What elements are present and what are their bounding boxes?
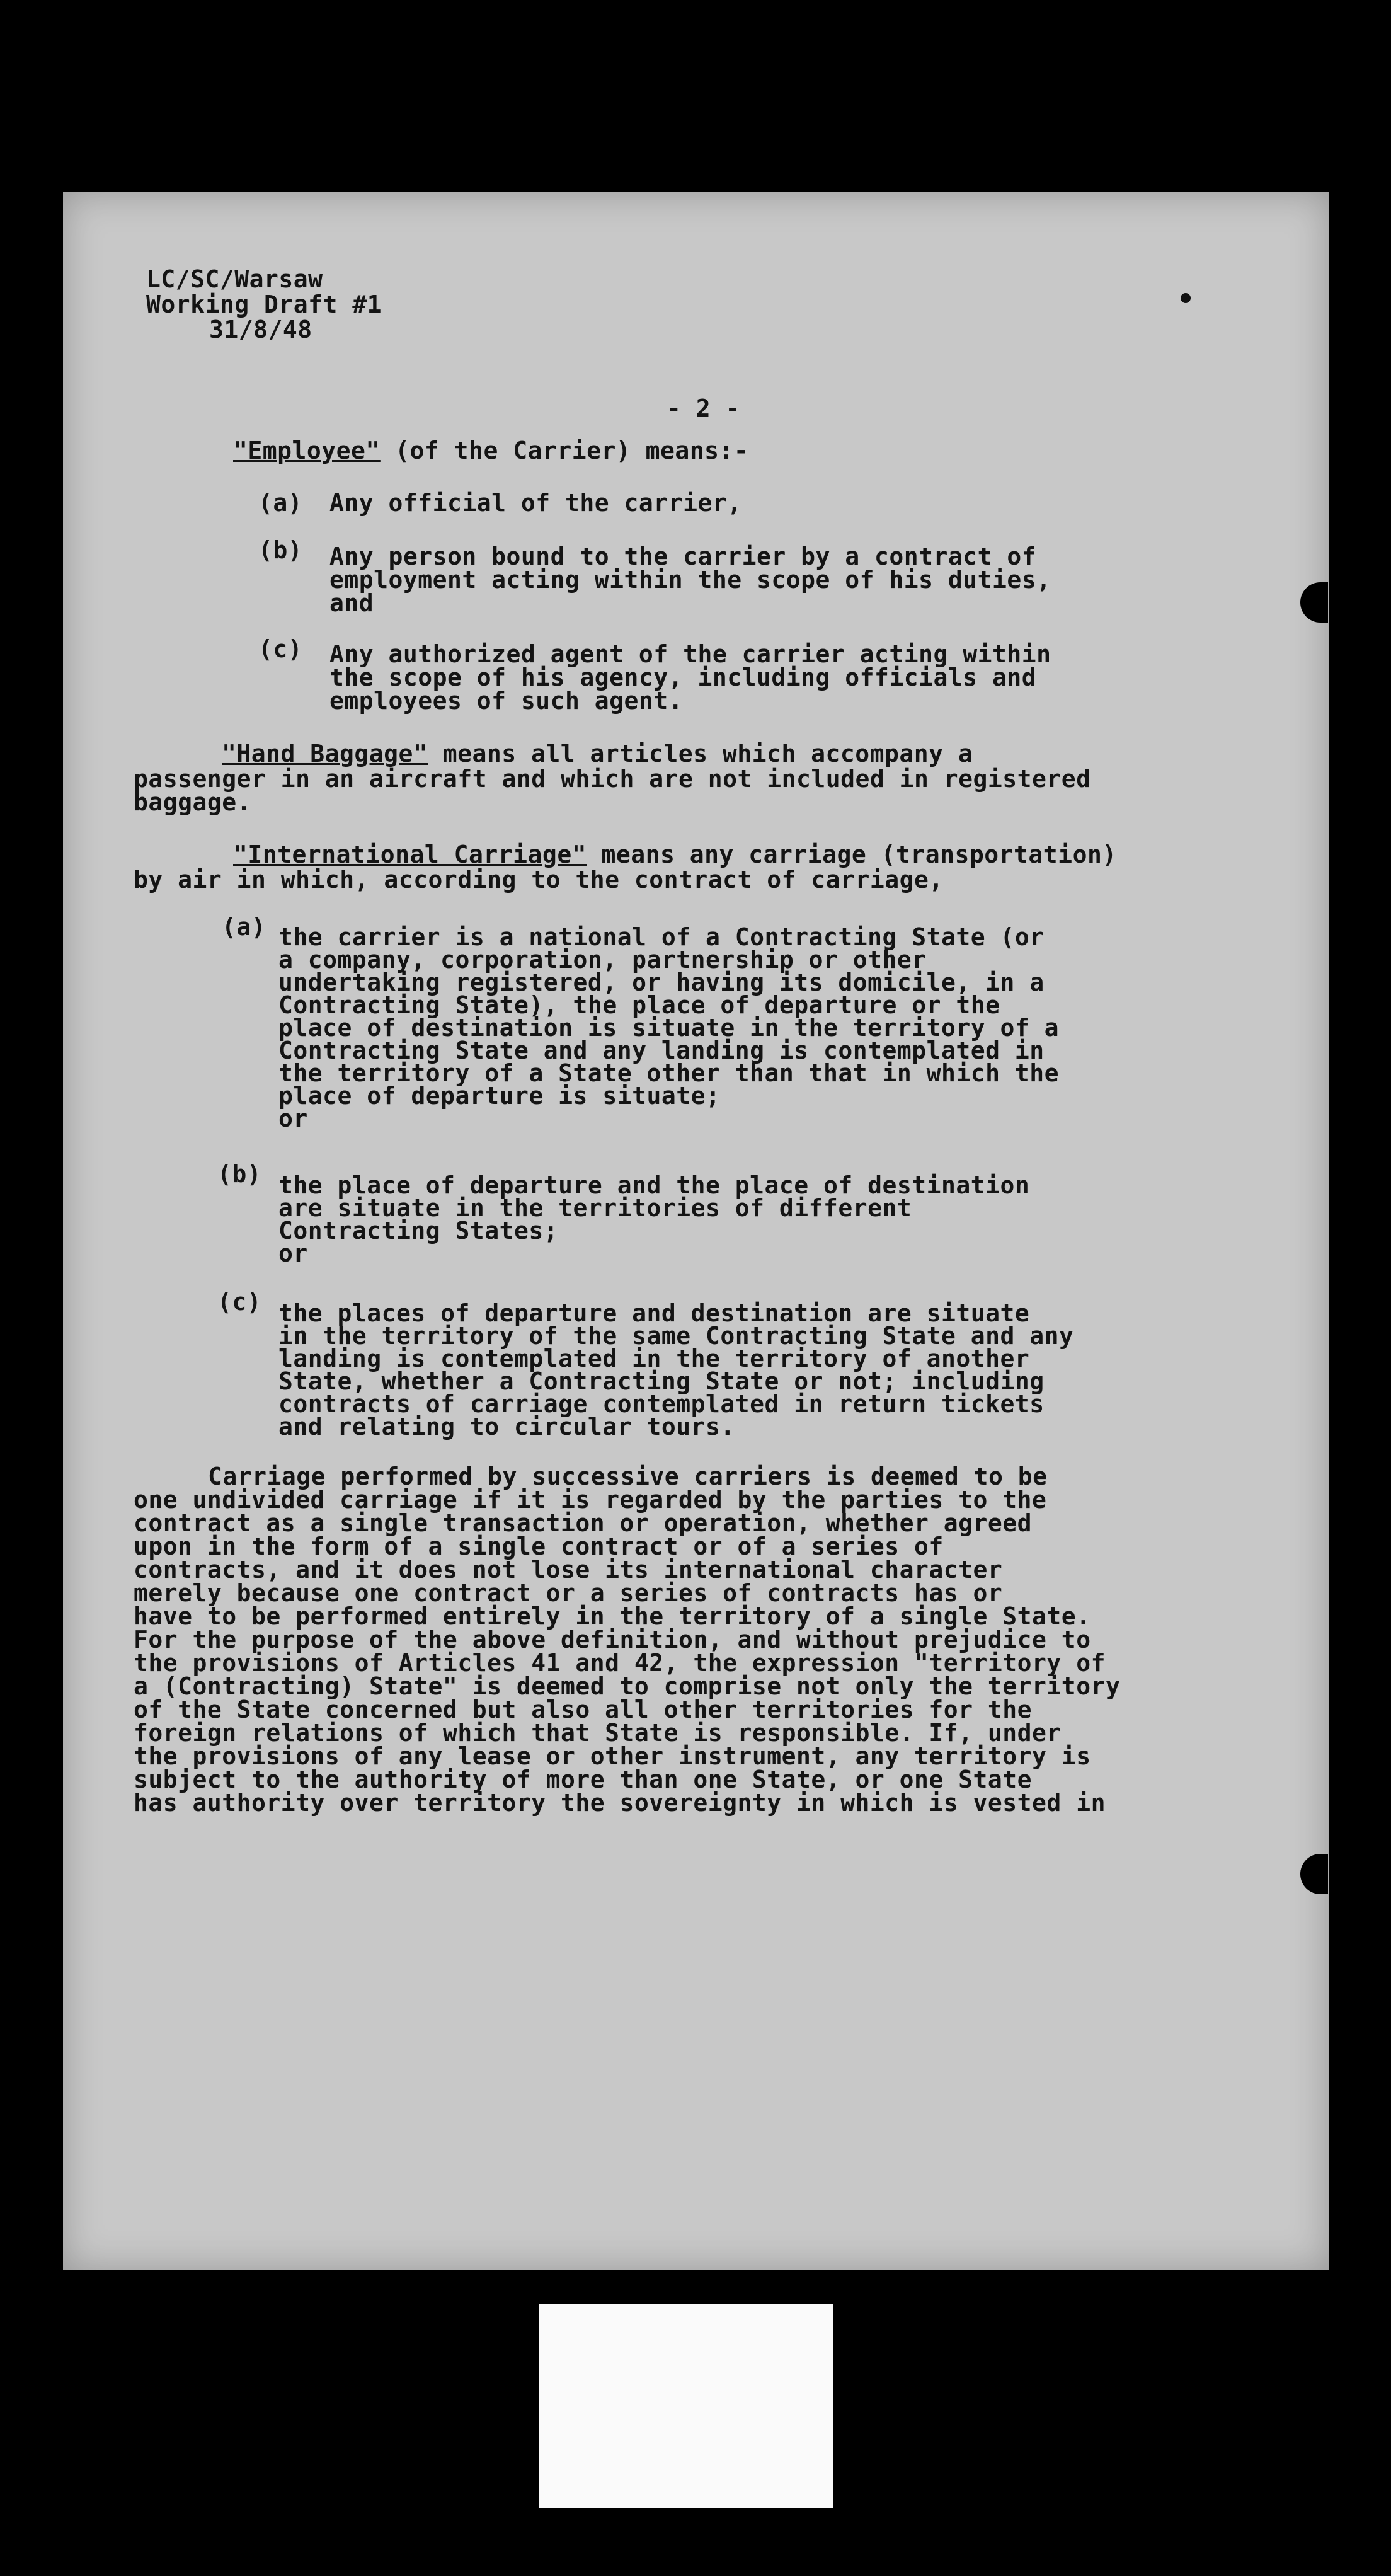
page-number: - 2 -	[667, 394, 740, 422]
paper-speck	[1181, 293, 1191, 303]
carriage-paragraph-line: upon in the form of a single contract or of a series of	[134, 1532, 944, 1560]
employee-a-text: Any official of the carrier,	[329, 489, 742, 517]
employee-c-line: Any authorized agent of the carrier acting within	[329, 640, 1051, 668]
intl-c-line: contracts of carriage contemplated in return tickets	[278, 1390, 1045, 1418]
header-draft: Working Draft #1	[146, 290, 382, 318]
intl-a-line: Contracting State), the place of departure or the	[278, 991, 1000, 1019]
intl-a-line: Contracting State and any landing is contemplated in	[278, 1037, 1045, 1064]
carriage-paragraph-line: subject to the authority of more than one State, or one State	[134, 1766, 1033, 1793]
intl-c-line: and relating to circular tours.	[278, 1413, 735, 1440]
hand-baggage-line: baggage.	[134, 788, 252, 816]
intl-a-line: a company, corporation, partnership or other	[278, 946, 927, 974]
intl-carriage-first-rest: means any carriage (transportation)	[601, 841, 1117, 868]
carriage-paragraph-line: a (Contracting) State" is deemed to comprise not only the territory	[134, 1672, 1121, 1700]
employee-c-line: the scope of his agency, including officials and	[329, 664, 1037, 691]
carriage-paragraph-line: have to be performed entirely in the territory of a single State.	[134, 1602, 1091, 1630]
employee-heading-rest: (of the Carrier) means:-	[395, 437, 749, 464]
intl-a-line: undertaking registered, or having its domicile, in a	[278, 969, 1045, 996]
intl-carriage-term: "International Carriage"	[233, 841, 587, 868]
intl-b-line: or	[278, 1239, 308, 1267]
intl-b-line: Contracting States;	[278, 1217, 559, 1245]
carriage-paragraph-line: has authority over territory the sovereignty in which is vested in	[134, 1789, 1106, 1817]
carriage-paragraph-line: foreign relations of which that State is responsible. If, under	[134, 1719, 1062, 1747]
carriage-paragraph-line: contract as a single transaction or operation, whether agreed	[134, 1509, 1033, 1537]
header-date: 31/8/48	[209, 316, 312, 343]
intl-c-marker: (c)	[217, 1288, 262, 1316]
carriage-paragraph-line: the provisions of Articles 41 and 42, the expression "territory of	[134, 1649, 1106, 1677]
carriage-paragraph-line: of the State concerned but also all other territories for the	[134, 1696, 1033, 1723]
intl-a-line: the carrier is a national of a Contracting State (or	[278, 923, 1045, 951]
intl-c-line: landing is contemplated in the territory of another	[278, 1345, 1030, 1372]
hand-baggage-first-line	[222, 741, 973, 766]
intl-a-marker: (a)	[222, 913, 266, 941]
employee-b-line: employment acting within the scope of his duties,	[329, 566, 1051, 594]
employee-c-marker: (c)	[258, 635, 303, 663]
carriage-paragraph-line: Carriage performed by successive carriers is deemed to be	[208, 1463, 1048, 1490]
intl-c-line: in the territory of the same Contracting State and any	[278, 1322, 1074, 1350]
intl-b-marker: (b)	[217, 1160, 262, 1188]
employee-a-marker: (a)	[258, 489, 303, 517]
intl-carriage-first-line	[233, 842, 1117, 867]
intl-a-line: place of departure is situate;	[278, 1082, 721, 1110]
hand-baggage-first-rest: means all articles which accompany a	[442, 740, 973, 768]
employee-term: "Employee"	[233, 437, 381, 464]
carriage-paragraph-line: one undivided carriage if it is regarded by the parties to the	[134, 1486, 1047, 1514]
employee-b-marker: (b)	[258, 536, 303, 564]
intl-c-line: State, whether a Contracting State or not; including	[278, 1367, 1045, 1395]
intl-c-line: the places of departure and destination are situate	[278, 1299, 1030, 1327]
carriage-paragraph-line: merely because one contract or a series of contracts has or	[134, 1579, 1003, 1607]
employee-c-line: employees of such agent.	[329, 687, 684, 715]
employee-definition-heading	[233, 438, 748, 463]
intl-b-line: the place of departure and the place of destination	[278, 1171, 1030, 1199]
hand-baggage-line: passenger in an aircraft and which are not included in registered	[134, 765, 1091, 793]
intl-carriage-line-2: by air in which, according to the contract of carriage,	[134, 866, 944, 894]
hand-baggage-term: "Hand Baggage"	[222, 740, 428, 768]
carriage-paragraph-line: For the purpose of the above definition, and without prejudice to	[134, 1626, 1091, 1653]
blank-label-card	[539, 2304, 833, 2508]
employee-b-line: Any person bound to the carrier by a contract of	[329, 543, 1037, 570]
carriage-paragraph-line: contracts, and it does not lose its international character	[134, 1556, 1003, 1584]
intl-b-line: are situate in the territories of different	[278, 1194, 912, 1222]
intl-a-line: place of destination is situate in the territory of a	[278, 1014, 1060, 1042]
header-reference: LC/SC/Warsaw	[146, 265, 323, 293]
employee-b-line: and	[329, 589, 374, 617]
carriage-paragraph-line: the provisions of any lease or other instrument, any territory is	[134, 1742, 1091, 1770]
intl-a-line: or	[278, 1105, 308, 1132]
intl-a-line: the territory of a State other than that in which the	[278, 1059, 1060, 1087]
